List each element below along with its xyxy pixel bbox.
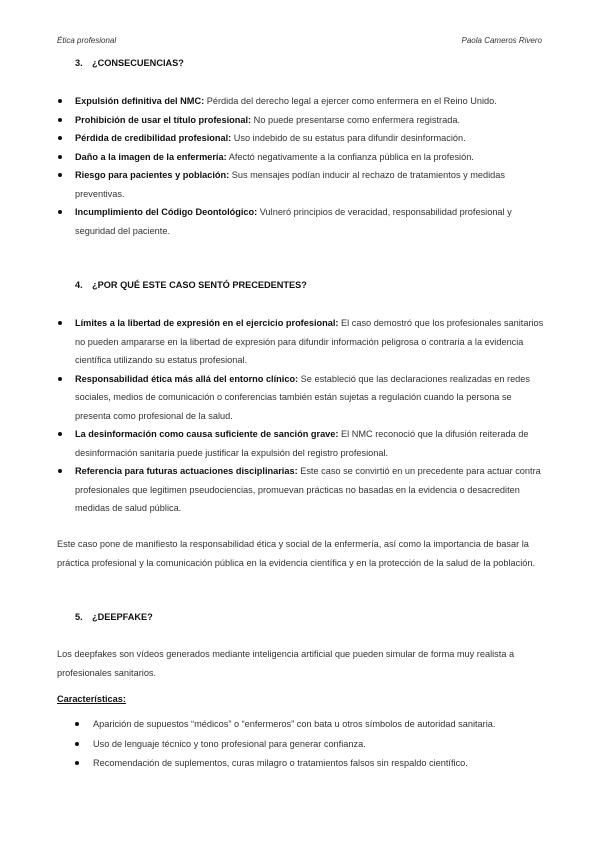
section-4-heading — [75, 280, 307, 290]
characteristics-list — [75, 715, 515, 774]
list-item: Aparición de supuestos “médicos” o “enfermeros” con bata u otros símbolos de autoridad sanitaria. — [75, 715, 515, 734]
closing-paragraph: Este caso pone de manifiesto la responsabilidad ética y social de la enfermería, así como la importancia de basar la práctica profesional y la comunicación pública en la evidencia científica y en la protección de la salud de la población. — [57, 539, 536, 568]
section-5-heading — [75, 612, 153, 622]
section-4-title: ¿POR QUÉ ESTE CASO SENTÓ PRECEDENTES? — [92, 280, 307, 290]
item-term: Límites a la libertad de expresión en el ejercicio profesional: — [75, 318, 339, 328]
list-item: Uso de lenguaje técnico y tono profesional para generar confianza. — [75, 735, 515, 754]
item-text: Uso indebido de su estatus para difundir desinformación. — [231, 133, 466, 143]
item-text: Sus mensajes podían inducir al rechazo de tratamientos y medidas preventivas. — [75, 170, 505, 199]
item-text: Afectó negativamente a la confianza pública en la profesión. — [226, 151, 474, 162]
deepfake-intro: Los deepfakes son vídeos generados mediante inteligencia artificial que pueden simular de forma muy realista a profesionales sanitarios. — [57, 649, 515, 678]
section-5-title: ¿DEEPFAKE? — [92, 612, 153, 622]
item-term: Responsabilidad ética más allá del entorno clínico: — [75, 373, 299, 384]
header-author: Paola Cameros Rivero — [461, 36, 542, 45]
list-item — [57, 314, 545, 370]
item-text: Se estableció que las declaraciones realizadas en redes sociales, medios de comunicación o conferencias también están sujetas a regulación cuando la persona se presenta como profesional de la salud. — [75, 373, 530, 421]
list-item — [57, 92, 545, 111]
list-item — [57, 148, 545, 167]
precedents-list — [57, 314, 545, 518]
list-item — [57, 370, 545, 426]
item-term: Prohibición de usar el título profesional: — [75, 114, 252, 125]
item-text: No puede presentarse como enfermera registrada. — [251, 114, 460, 125]
item-term: La desinformación como causa suficiente de sanción grave: — [75, 429, 339, 439]
list-item — [57, 166, 545, 203]
list-item — [57, 425, 545, 462]
list-item: Recomendación de suplementos, curas milagro o tratamientos falsos sin respaldo científico. — [75, 754, 515, 773]
consequences-list — [57, 92, 545, 240]
item-term: Expulsión definitiva del NMC: — [75, 96, 205, 106]
section-3-title: ¿CONSECUENCIAS? — [92, 58, 184, 68]
item-term: Riesgo para pacientes y población: — [75, 170, 230, 180]
section-3-number: 3. — [75, 58, 83, 68]
list-item — [57, 203, 545, 240]
item-term: Incumplimiento del Código Deontológico: — [75, 207, 258, 217]
list-item — [57, 129, 545, 148]
section-3-heading — [75, 58, 184, 68]
item-text: Este caso se convirtió en un precedente para actuar contra profesionales que legitimen pseudociencias, promuevan prácticas no basadas en la evidencia o desacrediten medidas de salud pública. — [75, 466, 541, 513]
header-subject: Ética profesional — [57, 36, 117, 45]
item-term: Referencia para futuras actuaciones disciplinarias: — [75, 466, 298, 476]
section-4-number: 4. — [75, 280, 83, 290]
item-text: El caso demostró que los profesionales sanitarios no pueden ampararse en la libertad de expresión para difundir información peligrosa o contraria a la evidencia científica utilizando su estatus profesional. — [75, 318, 544, 365]
item-text: Vulneró principios de veracidad, responsabilidad profesional y seguridad del paciente. — [75, 207, 512, 236]
item-text: Pérdida del derecho legal a ejercer como enfermera en el Reino Unido. — [204, 96, 497, 106]
item-term: Pérdida de credibilidad profesional: — [75, 133, 232, 143]
section-5-number: 5. — [75, 612, 83, 622]
characteristics-heading: Características: — [57, 694, 126, 704]
item-text: El NMC reconoció que la difusión reiterada de desinformación sanitaria puede justificar la expulsión del registro profesional. — [75, 429, 529, 458]
list-item — [57, 462, 545, 518]
list-item — [57, 111, 545, 130]
item-term: Daño a la imagen de la enfermería: — [75, 151, 227, 162]
